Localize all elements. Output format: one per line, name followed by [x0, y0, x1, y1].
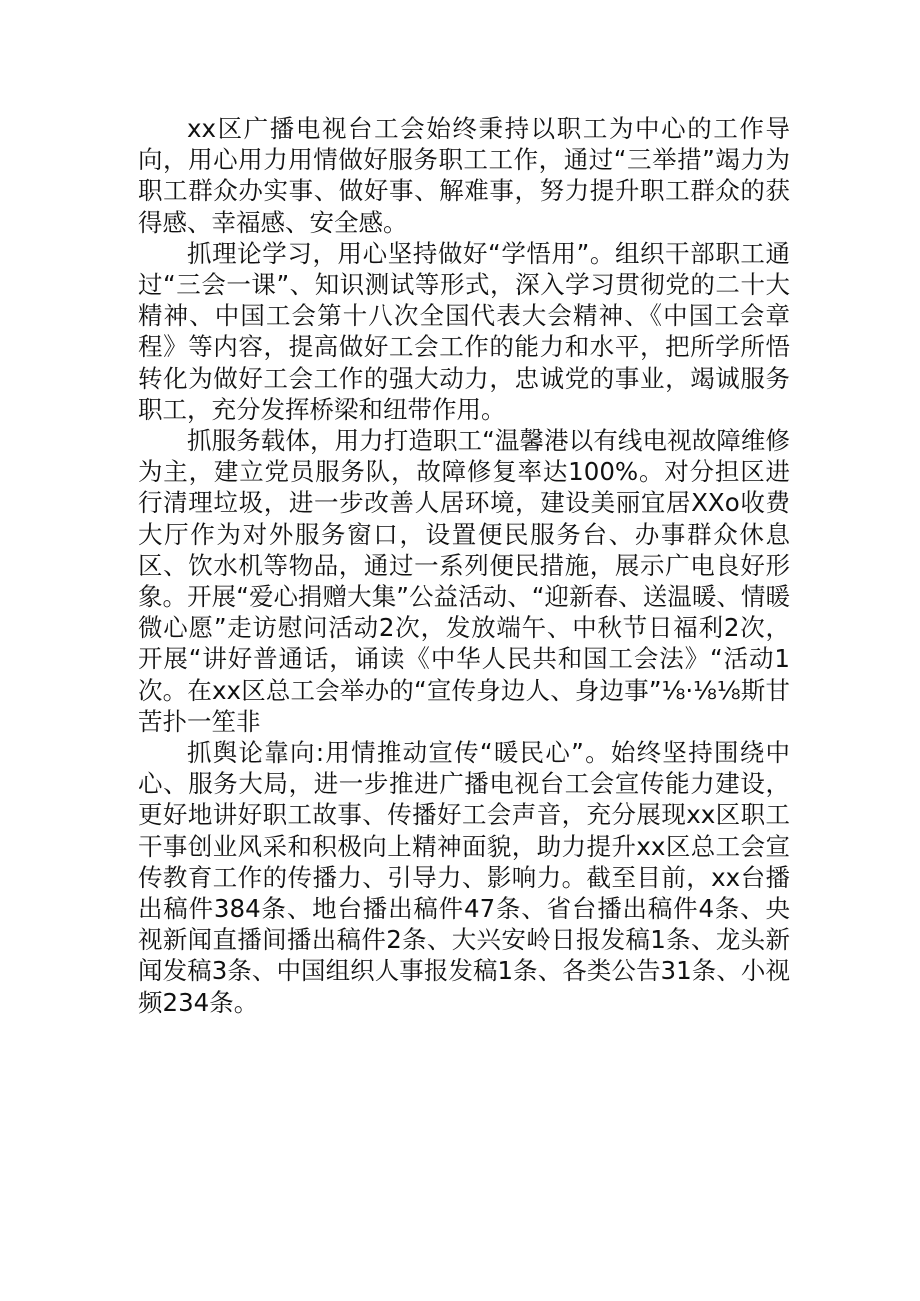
paragraph-service-carrier: 抓服务载体，用力打造职工“温馨港以有线电视故障维修为主，建立党员服务队，故障修复率达100%。对分担区进行清理垃圾，进一步改善人居环境，建设美丽宜居XXo收费大厅作为对外服务窗口，设置便民服务台、办事群众休息区、饮水机等物品，通过一系列便民措施，展示广电良好形象。开展“爱心捐赠大集”公益活动、“迎新春、送温暖、情暖微心愿”走访慰问活动2次，发放端午、中秋节日福利2次，开展“讲好普通话，诵读《中华人民共和国工会法》“活动1次。在xx区总工会举办的“宣传身边人、身边事”⅛·⅛⅛斯甘苦扑一笙非: [138, 426, 790, 736]
paragraph-theory-study: 抓理论学习，用心坚持做好“学悟用”。组织干部职工通过“三会一课”、知识测试等形式，深入学习贯彻党的二十大精神、中国工会第十八次全国代表大会精神、《中国工会章程》等内容，提高做好工会工作的能力和水平，把所学所悟转化为做好工会工作的强大动力，忠诚党的事业，竭诚服务职工，充分发挥桥梁和纽带作用。: [138, 238, 790, 424]
document-page: [138, 113, 790, 1018]
paragraph-intro: xx区广播电视台工会始终秉持以职工为中心的工作导向，用心用力用情做好服务职工工作，通过“三举措”竭力为职工群众办实事、做好事、解难事，努力提升职工群众的获得感、幸福感、安全感。: [138, 114, 790, 237]
paragraph-public-opinion: 抓舆论靠向:用情推动宣传“暖民心”。始终坚持围绕中心、服务大局，进一步推进广播电视台工会宣传能力建设，更好地讲好职工故事、传播好工会声音，充分展现xx区职工干事创业风采和积极向上精神面貌，助力提升xx区总工会宣传教育工作的传播力、引导力、影响力。截至目前，xx台播出稿件384条、地台播出稿件47条、省台播出稿件4条、央视新闻直播间播出稿件2条、大兴安岭日报发稿1条、龙头新闻发稿3条、中国组织人事报发稿1条、各类公告31条、小视频234条。: [138, 738, 790, 1017]
